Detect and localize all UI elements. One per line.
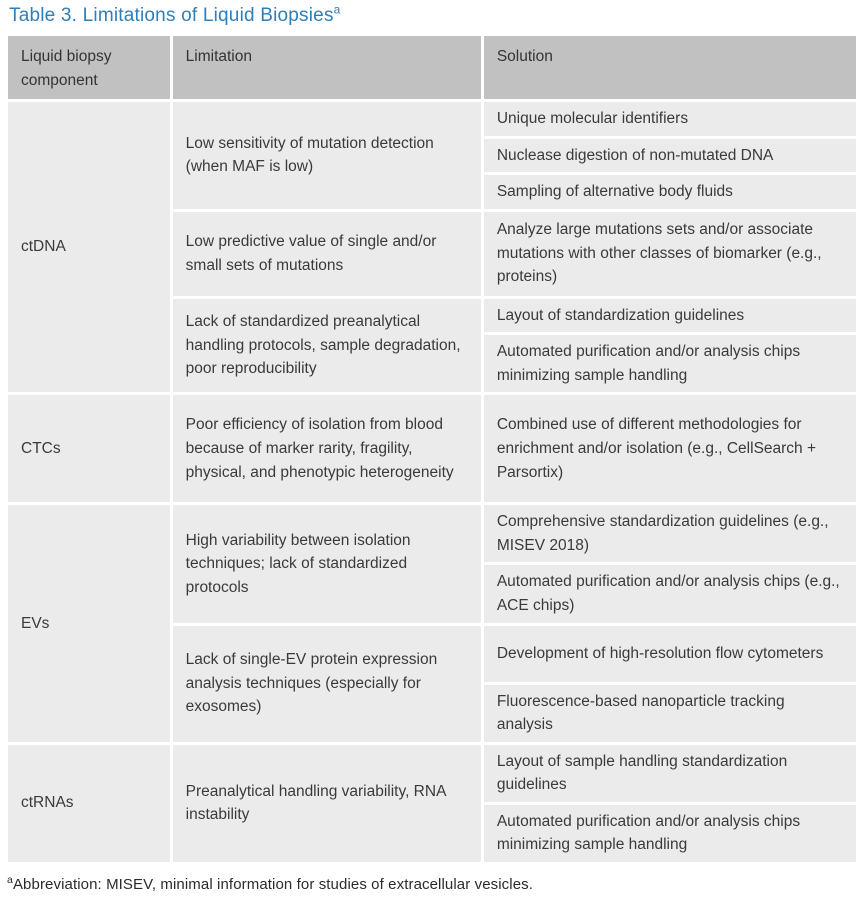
header-row: [8, 36, 856, 99]
table-row: [8, 102, 856, 136]
limitation-cell: Preanalytical handling variability, RNA instability: [173, 745, 481, 862]
header-solution: Solution: [484, 36, 856, 99]
table-footnote: [7, 873, 859, 893]
header-component: Liquid biopsy component: [8, 36, 170, 99]
solution-cell: Fluorescence-based nanoparticle tracking analysis: [484, 685, 856, 742]
limitation-cell: Low predictive value of single and/or small sets of mutations: [173, 212, 481, 296]
table-row: [8, 395, 856, 502]
table-row: [8, 505, 856, 562]
solution-cell: Sampling of alternative body fluids: [484, 175, 856, 209]
header-limitation: Limitation: [173, 36, 481, 99]
component-cell-evs: EVs: [8, 505, 170, 741]
solution-cell: Nuclease digestion of non-mutated DNA: [484, 139, 856, 173]
limitation-cell: High variability between isolation techniques; lack of standardized protocols: [173, 505, 481, 622]
limitation-cell: Poor efficiency of isolation from blood because of marker rarity, fragility, physical, and phenotypic heterogeneity: [173, 395, 481, 502]
component-cell-ctrnas: ctRNAs: [8, 745, 170, 862]
component-cell-ctdna: ctDNA: [8, 102, 170, 392]
table-title-text: Table 3. Limitations of Liquid Biopsies: [9, 5, 334, 26]
limitation-cell: Low sensitivity of mutation detection (when MAF is low): [173, 102, 481, 209]
limitation-cell: Lack of standardized preanalytical handling protocols, sample degradation, poor reproducibility: [173, 299, 481, 393]
footnote-text: Abbreviation: MISEV, minimal information for studies of extracellular vesicles.: [12, 875, 534, 893]
limitations-table: [5, 33, 859, 865]
table-title: [9, 2, 859, 27]
solution-cell: Combined use of different methodologies for enrichment and/or isolation (e.g., CellSearch + Parsortix): [484, 395, 856, 502]
solution-cell: Unique molecular identifiers: [484, 102, 856, 136]
solution-cell: Layout of standardization guidelines: [484, 299, 856, 333]
component-cell-ctcs: CTCs: [8, 395, 170, 502]
table-title-superscript: a: [333, 2, 341, 17]
solution-cell: Layout of sample handling standardization guidelines: [484, 745, 856, 802]
solution-cell: Automated purification and/or analysis chips minimizing sample handling: [484, 805, 856, 862]
solution-cell: Automated purification and/or analysis chips minimizing sample handling: [484, 335, 856, 392]
table-row: [8, 745, 856, 802]
solution-cell: Comprehensive standardization guidelines (e.g., MISEV 2018): [484, 505, 856, 562]
solution-cell: Analyze large mutations sets and/or associate mutations with other classes of biomarker (e.g., proteins): [484, 212, 856, 296]
limitation-cell: Lack of single-EV protein expression analysis techniques (especially for exosomes): [173, 626, 481, 742]
footnote-superscript: a: [7, 873, 13, 886]
solution-cell: Development of high-resolution flow cytometers: [484, 626, 856, 682]
solution-cell: Automated purification and/or analysis chips (e.g., ACE chips): [484, 565, 856, 622]
